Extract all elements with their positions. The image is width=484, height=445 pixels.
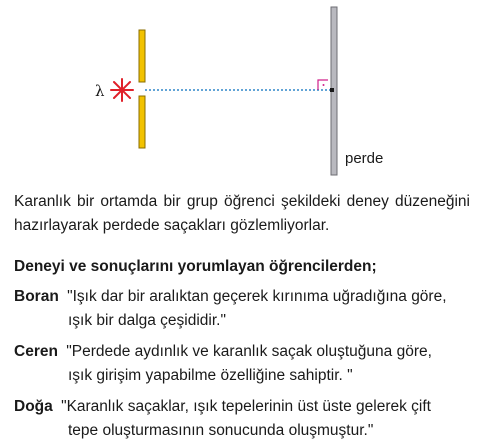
experiment-figure [0,0,484,180]
student-name: Doğa [14,398,53,415]
statement-line-2: ışık bir dalga çeşididir." [68,312,226,329]
light-source-icon [111,79,133,101]
student-name: Boran [14,288,59,305]
statement-line-2: tepe oluşturmasının sonucunda oluşmuştur." [68,422,374,439]
slit-plate-bottom [139,96,145,148]
statement-doga [14,395,470,443]
wavelength-label: λ [95,82,105,100]
slit-plate-top [139,30,145,82]
student-name: Ceren [14,343,58,360]
ray-endpoint [330,88,334,92]
right-angle-dot [323,84,325,86]
statement-line-2: ışık girişim yapabilme özelliğine sahiptir. " [68,367,353,384]
section-heading: Deneyi ve sonuçlarını yorumlayan öğrencilerden; [14,258,377,275]
intro-paragraph: Karanlık bir ortamda bir grup öğrenci şekildeki deney düzeneğini hazırlayarak perdede saçakları gözlemliyorlar. [14,193,470,234]
statement-line-1: "Perdede aydınlık ve karanlık saçak oluştuğuna göre, [66,343,432,360]
statement-line-1: "Işık dar bir aralıktan geçerek kırınıma uğradığına göre, [67,288,447,305]
statement-line-1: "Karanlık saçaklar, ışık tepelerinin üst üste gelerek çift [61,398,431,415]
statement-boran [14,285,470,333]
statement-ceren [14,340,470,388]
screen-label: perde [345,150,384,167]
